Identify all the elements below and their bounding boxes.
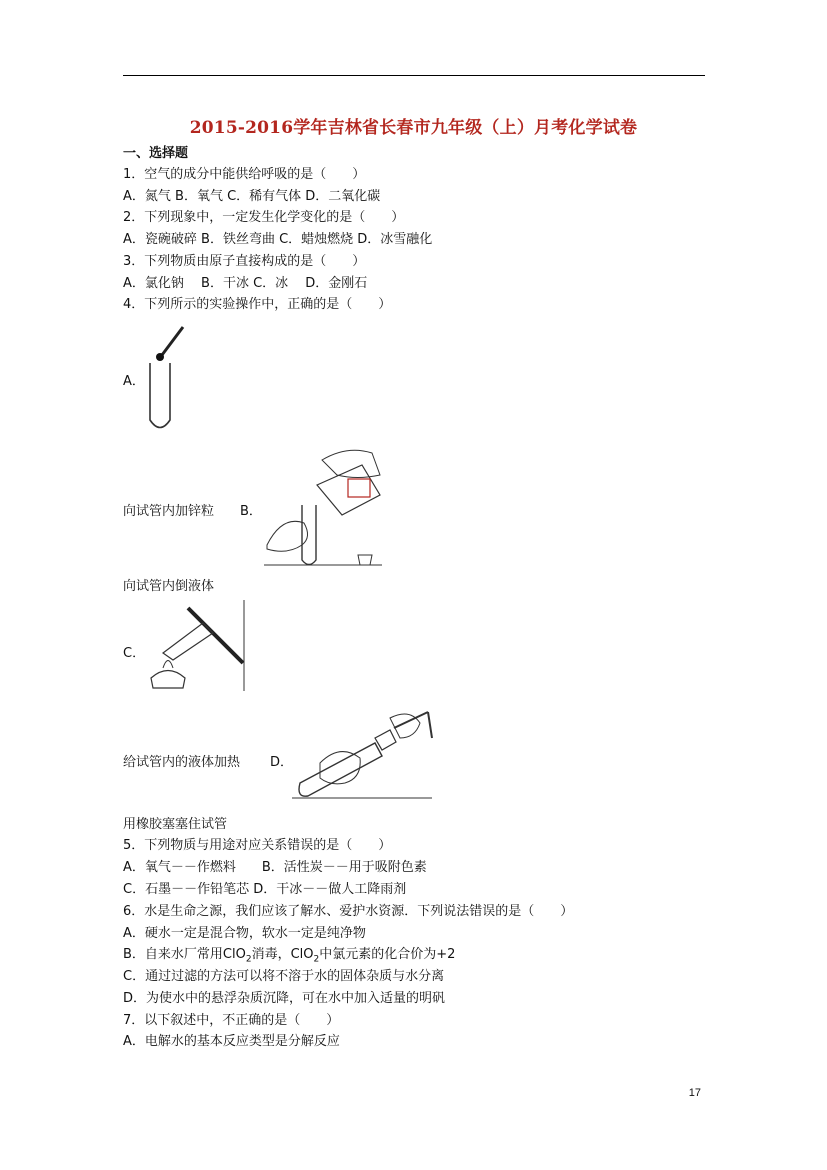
- q6-option-c: C．通过过滤的方法可以将不溶于水的固体杂质与水分离: [123, 969, 445, 984]
- q4-c-caption: 给试管内的液体加热: [123, 755, 241, 770]
- heating-liquid-figure: [143, 598, 248, 693]
- pour-liquid-figure: [262, 445, 387, 570]
- q4-b-caption: 向试管内倒液体: [123, 579, 215, 594]
- q4-d-label: D．: [270, 755, 294, 770]
- q4-stem: 4．下列所示的实验操作中，正确的是（ ）: [123, 297, 392, 312]
- page-number: 17: [688, 1087, 701, 1099]
- stopper-tube-figure: [290, 708, 435, 800]
- q2-options: A．瓷碗破碎 B．铁丝弯曲 C．蜡烛燃烧 D．冰雪融化: [123, 232, 433, 247]
- q4-a-label: A．: [123, 374, 145, 389]
- q7-stem: 7．以下叙述中，不正确的是（ ）: [123, 1013, 340, 1028]
- q2-stem: 2．下列现象中，一定发生化学变化的是（ ）: [123, 210, 405, 225]
- q6-option-a: A．硬水一定是混合物，软水一定是纯净物: [123, 926, 366, 941]
- q4-a-caption: 向试管内加锌粒: [123, 504, 215, 519]
- q3-stem: 3．下列物质由原子直接构成的是（ ）: [123, 254, 366, 269]
- q6-option-b: B．自来水厂常用ClO$_2$消毒，ClO$_2$中氯元素的化合价为+2: [123, 947, 456, 965]
- q3-options: A．氯化钠 B．干冰 C．冰 D．金刚石: [123, 276, 368, 291]
- header-rule: [123, 75, 705, 76]
- q7-option-a: A．电解水的基本反应类型是分解反应: [123, 1034, 340, 1049]
- q5-stem: 5．下列物质与用途对应关系错误的是（ ）: [123, 838, 392, 853]
- page-title: 2015-2016学年吉林省长春市九年级（上）月考化学试卷: [189, 118, 638, 138]
- q5-options-cd: C．石墨－－作铅笔芯 D．干冰－－做人工降雨剂: [123, 882, 407, 897]
- q5-options-ab: A．氧气－－作燃料 B．活性炭－－用于吸附色素: [123, 860, 427, 875]
- zinc-adding-figure: [143, 325, 208, 435]
- q4-c-label: C．: [123, 646, 146, 661]
- q1-options: A．氮气 B．氧气 C．稀有气体 D．二氧化碳: [123, 189, 381, 204]
- q6-option-d: D．为使水中的悬浮杂质沉降，可在水中加入适量的明矾: [123, 991, 446, 1006]
- q4-d-caption: 用橡胶塞塞住试管: [123, 817, 228, 832]
- section-heading: 一、选择题: [123, 146, 189, 161]
- q4-b-label: B．: [240, 504, 262, 519]
- q1-stem: 1．空气的成分中能供给呼吸的是（ ）: [123, 167, 366, 182]
- q6-stem: 6．水是生命之源，我们应该了解水、爱护水资源．下列说法错误的是（ ）: [123, 904, 574, 919]
